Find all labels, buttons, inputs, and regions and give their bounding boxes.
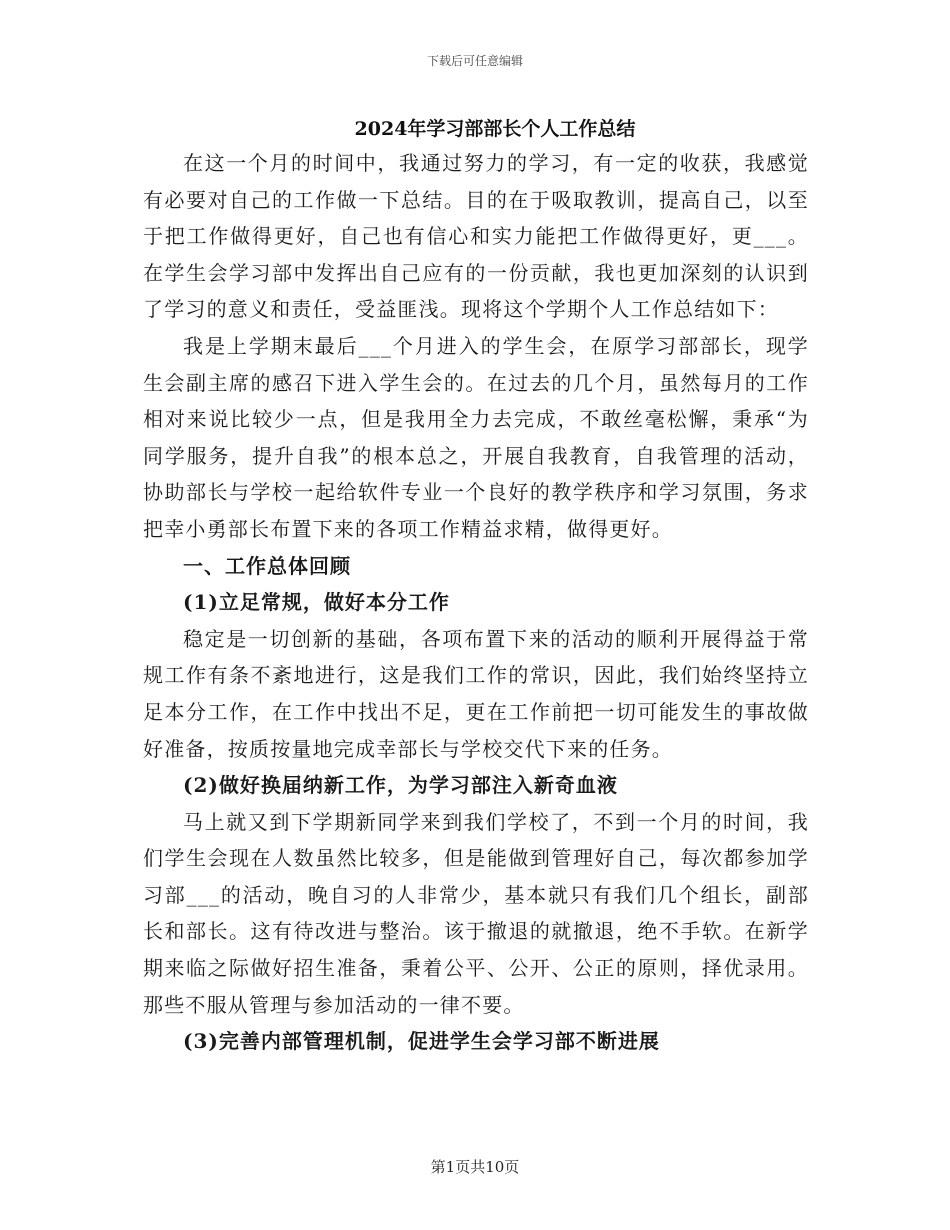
subsection-heading-2: (2)做好换届纳新工作，为学习部注入新奇血液: [183, 773, 618, 798]
subsection-heading-1: (1)立足常规，做好本分工作: [183, 590, 450, 615]
document-title: 2024年学习部部长个人工作总结: [354, 118, 636, 140]
paragraph-routine: 稳定是一切创新的基础，各项布置下来的活动的顺利开展得益于常规工作有条不紊地进行，这是我们工作的常识，因此，我们始终坚持立足本分工作，在工作中找出不足，更在工作前把一切可能发生的事故做好准备，按质按量地完成幸部长与学校交代下来的任务。: [143, 626, 809, 761]
page-footer: 第1页共10页: [430, 1158, 520, 1176]
paragraph-recruitment: 马上就又到下学期新同学来到我们学校了，不到一个月的时间，我们学生会现在人数虽然比较多，但是能做到管理好自己，每次都参加学习部___的活动，晚自习的人非常少，基本就只有我们几个组长，副部长和部长。这有待改进与整治。该于撤退的就撤退，绝不手软。在新学期来临之际做好招生准备，秉着公平、公开、公正的原则，择优录用。那些不服从管理与参加活动的一律不要。: [143, 809, 809, 1017]
paragraph-intro: 在这一个月的时间中，我通过努力的学习，有一定的收获，我感觉有必要对自己的工作做一下总结。目的在于吸取教训，提高自己，以至于把工作做得更好，自己也有信心和实力能把工作做得更好，更___。在学生会学习部中发挥出自己应有的一份贡献，我也更加深刻的认识到了学习的意义和责任，受益匪浅。现将这个学期个人工作总结如下：: [143, 151, 809, 322]
section-heading-review: 一、工作总体回顾: [183, 553, 351, 578]
header-note: 下载后可任意编辑: [426, 54, 523, 68]
document-body: [143, 145, 809, 1060]
subsection-heading-3: (3)完善内部管理机制，促进学生会学习部不断进展: [183, 1029, 660, 1054]
paragraph-background: 我是上学期末最后___个月进入的学生会，在原学习部部长，现学生会副主席的感召下进入学生会的。在过去的几个月，虽然每月的工作相对来说比较少一点，但是我用全力去完成，不敢丝毫松懈，秉承“为同学服务，提升自我”的根本总之，开展自我教育，自我管理的活动，协助部长与学校一起给软件专业一个良好的教学秩序和学习氛围，务求把幸小勇部长布置下来的各项工作精益求精，做得更好。: [143, 333, 809, 541]
